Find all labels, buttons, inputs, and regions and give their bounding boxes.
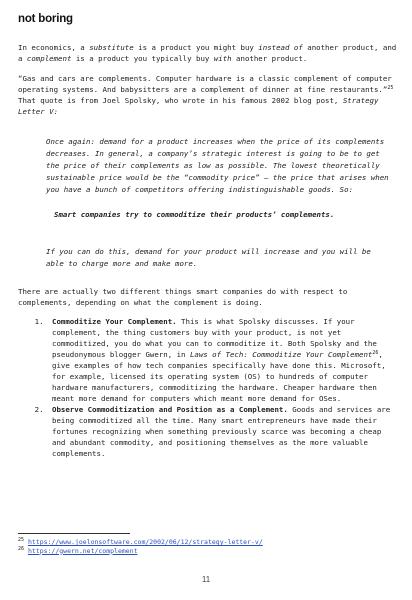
text-run: Goods and services are being commoditized all the time. Many smart entrepreneurs have made their fortunes recognizing when something previously scarce was becoming a cheap and abundant commodity, and positioning themselves as the more valuable complements. [52, 405, 391, 458]
footnote-link[interactable]: https://gwern.net/complement [27, 546, 138, 555]
footnote-link[interactable]: https://www.joelonsoftware.com/2002/06/12/strategy-letter-v/ [27, 538, 263, 546]
footnote-26 [18, 547, 263, 556]
text-run: another product. [231, 54, 308, 63]
text-run: another product, and a [18, 43, 397, 63]
text-run: is a product you might buy [133, 43, 259, 52]
text-run: is a product you typically buy [71, 54, 214, 63]
post-title: Strategy Letter V: [18, 96, 379, 116]
emphasis-instead-of: instead of [258, 43, 303, 52]
complements-paragraph: There are actually two different things smart companies do with respect to complements, depending on what the complement is doing. [18, 287, 348, 307]
footnote-number: 26 [18, 545, 25, 552]
footnote-ref-26[interactable]: 26 [372, 350, 379, 356]
block-quote-conclusion: If you can do this, demand for your product will increase and you will be able to charge more and make more. [46, 247, 371, 268]
brand-logo: not boring [18, 13, 73, 25]
block-quote: Once again: demand for a product increases when the price of its complements decreases. In general, a company’s strategic interest is going to be to get the price of their complements as low as possible. The lowest theoretically sustainable price would be the “commodity price” — the price that arises when you have a bunch of competitors offering indistinguishable goods. So: [46, 137, 389, 194]
list-item-title: Observe Commoditization and Position as a Complement. [52, 405, 288, 414]
footnote-number: 25 [18, 537, 25, 543]
footnote-25 [18, 538, 263, 547]
text-run: This is what Spolsky discusses. If your complement, the thing customers buy with your product, is not yet commoditized, you do what you can to commoditize it. Both Spolsky and the pseudonymous blogger Gwern, in [52, 317, 377, 359]
block-quote-emphasis: Smart companies try to commoditize their products’ complements. [54, 210, 335, 219]
text-run: That quote is from Joel Spolsky, who wrote in his famous 2002 blog post, [18, 96, 343, 105]
emphasis-complement: complement [26, 54, 72, 63]
footnote-divider [18, 533, 130, 534]
intro-paragraph [18, 42, 398, 64]
numbered-list [18, 316, 398, 459]
cited-title: Laws of Tech: Commoditize Your Complement [189, 350, 373, 359]
footnote-ref-25[interactable]: 25 [387, 85, 394, 91]
text-run: In economics, a [18, 43, 90, 52]
text-run: “Gas and cars are complements. Computer hardware is a classic complement of computer operating systems. And babysitters are a complement of dinner at fine restaurants.” [18, 74, 392, 94]
emphasis-substitute: substitute [89, 43, 134, 52]
article-body [18, 42, 398, 459]
emphasis-with: with [213, 54, 232, 63]
quote-intro-paragraph [18, 73, 398, 117]
page-number: 11 [201, 575, 211, 584]
text-run: , give examples of how tech companies specifically have done this. Microsoft, for example, licensed its operating system (OS) to hundreds of computer hardware manufacturers, commoditizing the hardware. Cheaper hardware then meant more demand for computers which meant more demand for OSes. [52, 350, 386, 403]
list-item [48, 316, 398, 404]
list-item-title: Commoditize Your Complement. [52, 317, 177, 326]
list-item [48, 404, 398, 459]
footnotes [18, 538, 263, 555]
